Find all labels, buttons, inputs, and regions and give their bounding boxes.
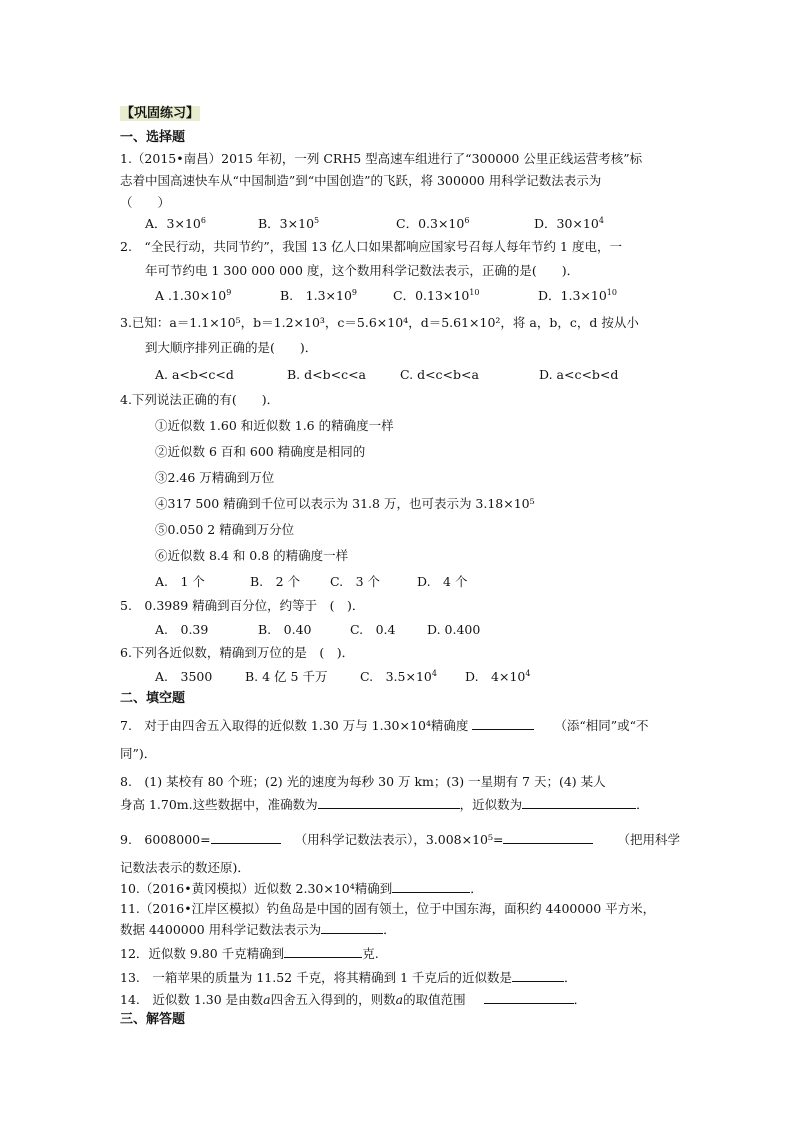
q14-blank[interactable] <box>484 991 574 1004</box>
q7-answer-blank[interactable] <box>472 717 534 730</box>
q10-line: 10.（2016•黄冈模拟）近似数 2.30×10⁴精确到 ． <box>120 881 483 896</box>
q8-line2: 身高 1.70m.这些数据中，准确数为 ，近似数为 ． <box>120 797 649 812</box>
q13-line: 13. 一箱苹果的质量为 11.52 千克，将其精确到 1 千克后的近似数是 ． <box>120 970 577 985</box>
q4-item: ⑥近似数 8.4 和 0.8 的精确度一样 <box>155 548 349 563</box>
q6-option-a: A. 3500 <box>155 669 213 684</box>
q6-option-c: C. $3.5\times 10^4$ <box>360 669 437 684</box>
q1-option-a: A．$3\times 10^6$ <box>145 216 206 231</box>
q3-line2: 到大顺序排列正确的是( )． <box>145 340 318 355</box>
q3-option-a: A. a<b<c<d <box>155 367 234 382</box>
q4-item: ③2.46 万精确到万位 <box>155 470 275 485</box>
part1-title: 一、选择题 <box>120 130 186 145</box>
q9-blank-1[interactable] <box>211 831 281 844</box>
q7-line2: 同”)． <box>120 746 157 761</box>
q3-option-b: B. d<b<c<a <box>287 367 367 382</box>
q4-option-d: D. 4 个 <box>417 574 468 589</box>
q1-option-b: B．$3\times 10^5$ <box>258 216 320 231</box>
q2-option-d: D．$1.3\times 10^{10}$ <box>538 288 617 303</box>
q7-line1: 7. 对于由四舍五入取得的近似数 1.30 万与 1.30×10⁴精确度 （添“相同”或“不 <box>120 718 649 733</box>
q1-line1: 1.（2015•南昌）2015 年初，一列 CRH5 型高速车组进行了“300000 公里正线运营考核”标 <box>120 151 643 166</box>
q2-line2: 年可节约电 1 300 000 000 度，这个数用科学记数法表示，正确的是( )． <box>145 263 580 278</box>
part3-title: 三、解答题 <box>120 1012 186 1027</box>
q2-option-a: A $.1.30\times 10^9$ <box>155 288 232 303</box>
q5-option-a: A. 0.39 <box>155 622 209 637</box>
q3-option-d: D. a<c<b<d <box>539 367 619 382</box>
q14-line: 14. 近似数 1.30 是由数a四舍五入得到的，则数a的取值范围 ． <box>120 992 587 1007</box>
q6-option-b: B. 4 亿 5 千万 <box>245 669 328 684</box>
q4-item: ①近似数 1.60 和近似数 1.6 的精确度一样 <box>155 418 394 433</box>
q5-option-b: B. 0.40 <box>258 622 312 637</box>
q11-blank[interactable] <box>321 921 383 934</box>
q6-option-d: D. $4\times 10^4$ <box>465 669 531 684</box>
q9-line2: 记数法表示的数还原)． <box>120 860 250 875</box>
q4-item: ②近似数 6 百和 600 精确度是相同的 <box>155 444 366 459</box>
q12-blank[interactable] <box>284 945 362 958</box>
q11-line1: 11.（2016•江岸区模拟）钓鱼岛是中国的固有领土，位于中国东海，面积约 4400000 平方米， <box>120 901 656 916</box>
q3-option-c: C. d<c<b<a <box>400 367 479 382</box>
q5-option-d: D. 0.400 <box>427 622 481 637</box>
q2-option-b: B. $1.3\times 10^9$ <box>280 288 358 303</box>
q8-approx-blank[interactable] <box>522 796 636 809</box>
q10-blank[interactable] <box>392 880 470 893</box>
q3-line1: 3.已知：a＝1.1×10⁵，b＝1.2×10³，c＝5.6×10⁴，d＝5.61×10²，将 a，b，c，d 按从小 <box>120 315 639 330</box>
q9-blank-2[interactable] <box>503 831 593 844</box>
q2-line1: 2. “全民行动，共同节约”，我国 13 亿人口如果都响应国家号召每人每年节约 1 度电，一 <box>120 239 622 254</box>
q12-line: 12．近似数 9.80 千克精确到 克. <box>120 946 379 961</box>
q4-line1: 4.下列说法正确的有( )． <box>120 392 280 407</box>
q11-line2: 数据 4400000 用科学记数法表示为 ． <box>120 922 396 937</box>
q1-line2: 志着中国高速快车从“中国制造”到“中国创造”的飞跃，将 300000 用科学记数法表示为 <box>120 173 602 188</box>
q2-option-c: C．$0.13\times 10^{10}$ <box>393 288 480 303</box>
q8-line1: 8. (1) 某校有 80 个班；(2) 光的速度为每秒 30 万 km；(3) 一星期有 7 天；(4) 某人 <box>120 774 606 789</box>
q5-option-c: C. 0.4 <box>350 622 396 637</box>
part2-title: 二、填空题 <box>120 691 186 706</box>
q4-item: ⑤0.050 2 精确到万分位 <box>155 522 295 537</box>
q1-line3: （ ） <box>120 195 171 210</box>
q9-line1: 9. 6008000= （用科学记数法表示），3.008×10⁵= （把用科学 <box>120 832 680 847</box>
q4-item: ④317 500 精确到千位可以表示为 31.8 万，也可表示为 3.18×10⁵ <box>155 496 535 511</box>
q4-option-b: B. 2 个 <box>250 574 301 589</box>
q13-blank[interactable] <box>512 969 564 982</box>
q8-exact-blank[interactable] <box>318 796 460 809</box>
q4-option-c: C. 3 个 <box>330 574 381 589</box>
q4-option-a: A. 1 个 <box>155 574 205 589</box>
q5-line1: 5. 0.3989 精确到百分位，约等于 ( )． <box>120 598 365 613</box>
q1-option-c: C．$0.3\times 10^6$ <box>396 216 470 231</box>
section-title: 【巩固练习】 <box>121 106 200 121</box>
q1-option-d: D．$30\times 10^4$ <box>534 216 604 231</box>
q6-line1: 6.下列各近似数，精确到万位的是 ( )． <box>120 645 355 660</box>
